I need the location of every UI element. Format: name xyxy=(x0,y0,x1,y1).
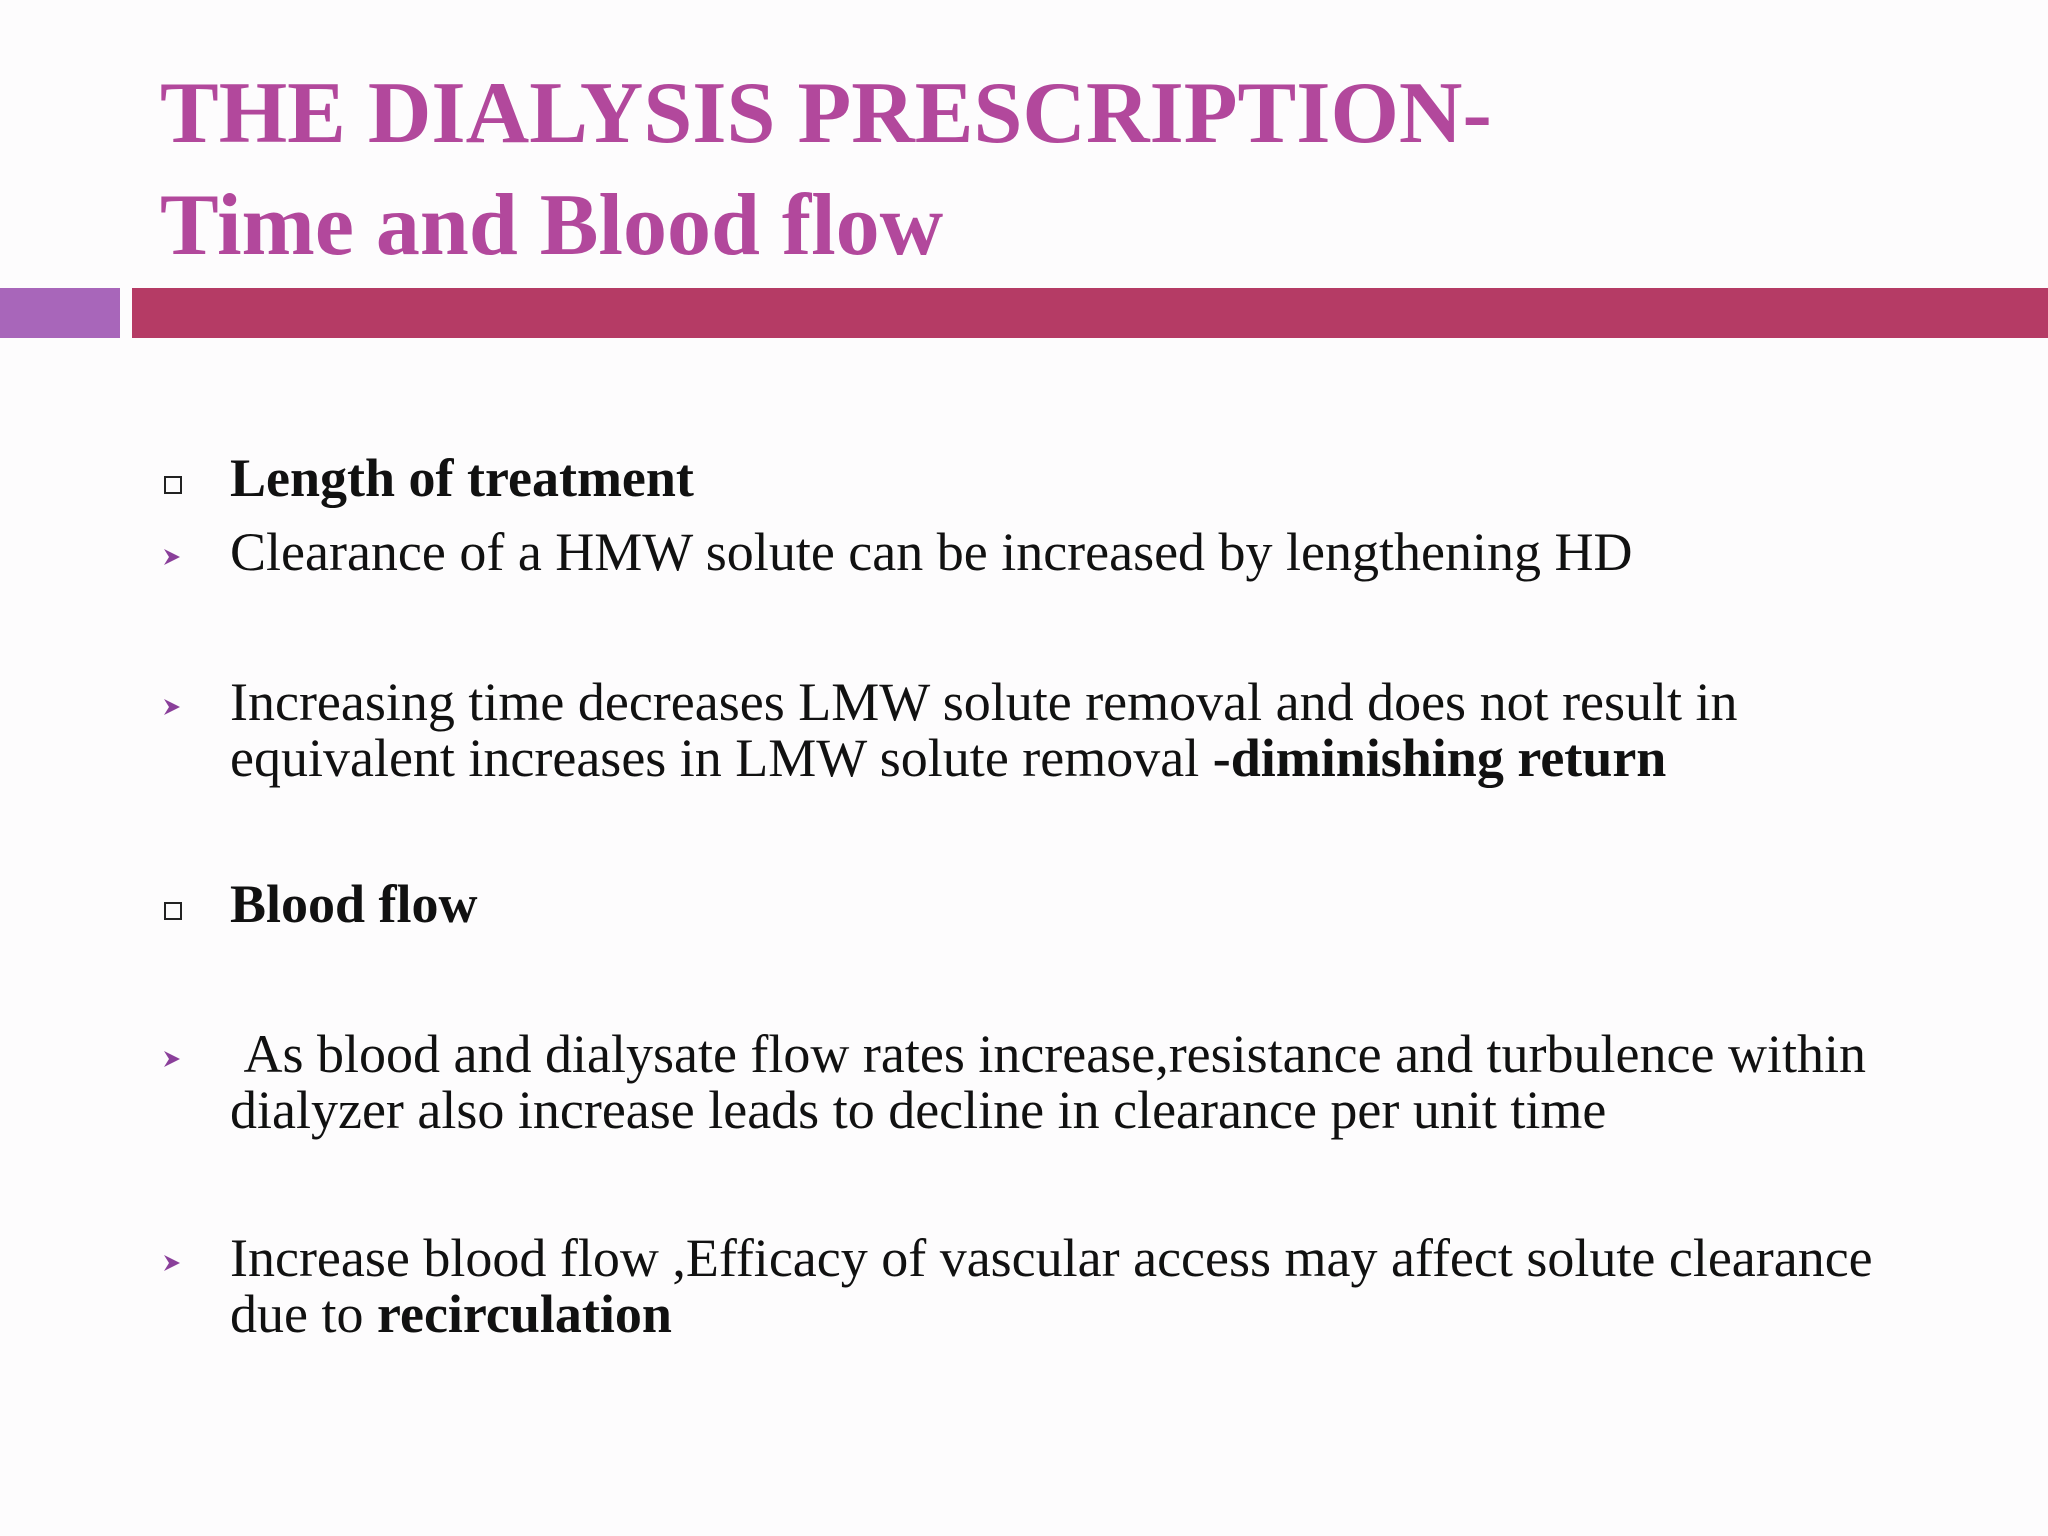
list-item-text: As blood and dialysate flow rates increase,resistance and turbulence within dialyzer also increase leads to decline in clearance per unit time xyxy=(230,1024,1880,1140)
list-item-text: Clearance of a HMW solute can be increased by lengthening HD xyxy=(230,522,1633,582)
arrow-bullet-icon xyxy=(160,1230,230,1286)
slide-title xyxy=(160,58,1492,282)
list-item-emphasis: -diminishing return xyxy=(1212,728,1667,788)
list-item-emphasis: recirculation xyxy=(376,1284,672,1344)
square-bullet-icon xyxy=(160,876,230,932)
list-item-text xyxy=(230,674,1920,786)
arrow-bullet-icon xyxy=(160,524,230,580)
accent-bar xyxy=(132,288,2048,338)
arrow-bullet-icon xyxy=(160,1026,230,1082)
square-bullet-icon xyxy=(160,450,230,506)
accent-square xyxy=(0,288,120,338)
list-item-body: Increasing time decreases LMW solute removal and does not result in equivalent increases in LMW solute removal xyxy=(230,672,1738,788)
slide-title-line-1: THE DIALYSIS PRESCRIPTION- xyxy=(160,65,1492,162)
list-item-body: Increase blood flow ,Efficacy of vascular access may affect solute clearance due to xyxy=(230,1228,1873,1344)
list-item-text xyxy=(230,1230,1920,1342)
section-heading: Length of treatment xyxy=(230,448,694,508)
arrow-bullet-icon xyxy=(160,674,230,730)
slide-title-line-2: Time and Blood flow xyxy=(160,177,944,274)
section-heading: Blood flow xyxy=(230,874,478,934)
